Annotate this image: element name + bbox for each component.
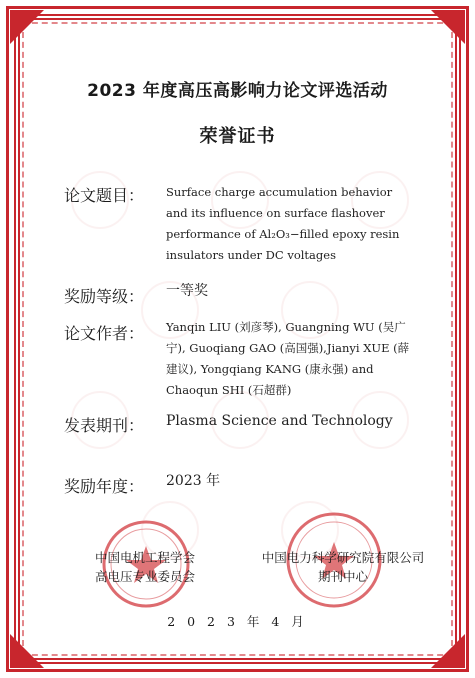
journal-value: Plasma Science and Technology (166, 413, 393, 429)
certificate-subtitle: 荣誉证书 (199, 126, 276, 147)
issuer-right (248, 548, 438, 586)
issuer-right-line: 中国电力科学研究院有限公司 (261, 550, 425, 565)
issuer-left (70, 548, 220, 586)
paper-title-line: and its influence on surface flashover (166, 206, 385, 220)
award-level-label: 奖励等级： (64, 287, 145, 306)
paper-title-line: performance of Al₂O₃−filled epoxy resin (166, 227, 400, 241)
authors-line: 宁), Guoqiang GAO (高国强),Jianyi XUE (薛 (166, 341, 410, 355)
authors-line: Chaoqun SHI (石超群) (166, 383, 292, 397)
paper-title-line: Surface charge accumulation behavior (166, 185, 393, 199)
authors-line: Yanqin LIU (刘彦琴), Guangning WU (吴广 (166, 320, 406, 334)
paper-title-label: 论文题目： (64, 186, 145, 205)
issue-date: 2 0 2 3 年 4 月 (167, 614, 308, 629)
paper-title-line: insulators under DC voltages (166, 248, 336, 262)
award-year-label: 奖励年度： (64, 477, 145, 496)
authors-label: 论文作者： (64, 324, 145, 343)
paper-title-value (166, 182, 426, 266)
award-level-value: 一等奖 (166, 283, 208, 299)
issuer-left-line: 中国电机工程学会 (94, 550, 195, 565)
authors-line: 建议), Yongqiang KANG (康永强) and (166, 362, 374, 376)
certificate-title: 2023 年度高压高影响力论文评选活动 (87, 81, 388, 101)
authors-value (166, 317, 426, 401)
issuer-left-line: 高电压专业委员会 (94, 569, 195, 584)
issuer-right-line: 期刊中心 (317, 569, 368, 584)
journal-label: 发表期刊： (64, 416, 145, 435)
award-year-value: 2023 年 (166, 473, 221, 489)
